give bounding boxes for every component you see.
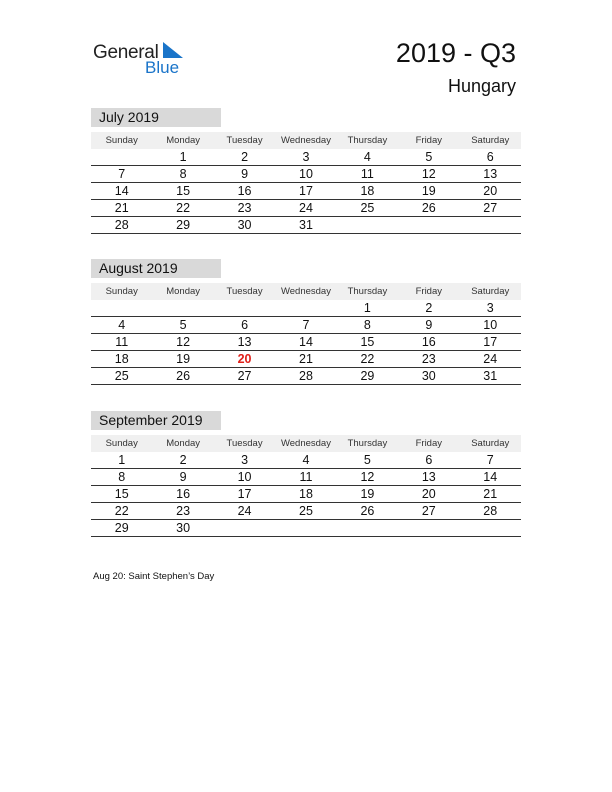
day-cell	[398, 217, 459, 233]
day-cell: 26	[421, 201, 436, 215]
day-cell: 26	[360, 504, 375, 518]
day-cell: 6	[486, 150, 494, 164]
weekday-header: Saturday	[471, 286, 510, 297]
week-row	[91, 469, 521, 486]
day-cell: 3	[486, 301, 494, 315]
day-cell: 29	[360, 369, 375, 383]
holiday-note: Aug 20: Saint Stephen’s Day	[93, 571, 215, 582]
day-cell	[460, 217, 521, 233]
day-cell	[337, 520, 398, 536]
day-cell: 16	[176, 487, 191, 501]
day-cell	[214, 520, 275, 536]
day-cell: 25	[114, 369, 129, 383]
day-cell: 4	[302, 453, 310, 467]
day-cell: 14	[299, 335, 313, 349]
country-name: Hungary	[447, 76, 516, 96]
day-cell: 18	[360, 184, 375, 198]
weekday-header: Friday	[415, 438, 443, 449]
day-cell: 1	[363, 301, 371, 315]
day-cell: 9	[241, 167, 249, 181]
day-cell: 12	[360, 470, 375, 484]
day-cell: 7	[486, 453, 494, 467]
day-cell: 13	[483, 167, 498, 181]
day-cell: 17	[483, 335, 498, 349]
weekday-header: Tuesday	[226, 438, 263, 449]
weekday-header: Saturday	[471, 135, 510, 146]
month-label: August 2019	[91, 259, 221, 278]
day-cell: 14	[483, 470, 498, 484]
week-row	[91, 503, 521, 520]
day-cell: 21	[483, 487, 498, 501]
day-cell: 15	[114, 487, 129, 501]
day-cell	[337, 217, 398, 233]
month-label: July 2019	[91, 108, 221, 127]
day-cell: 16	[421, 335, 436, 349]
week-row	[91, 486, 521, 503]
day-cell: 9	[425, 318, 433, 332]
day-cell: 13	[237, 335, 252, 349]
week-row	[91, 452, 521, 469]
week-row	[91, 317, 521, 334]
day-cell	[91, 300, 152, 316]
weekday-header: Thursday	[347, 286, 388, 297]
weekday-header: Saturday	[471, 438, 510, 449]
week-row	[91, 200, 521, 217]
day-cell: 13	[421, 470, 436, 484]
day-cell: 25	[360, 201, 375, 215]
month-block	[91, 411, 521, 537]
page-title: 2019 - Q3	[395, 38, 516, 68]
day-cell: 29	[176, 218, 191, 232]
day-cell: 3	[241, 453, 249, 467]
day-cell: 25	[299, 504, 313, 518]
day-cell: 4	[118, 318, 126, 332]
day-cell: 20	[483, 184, 498, 198]
day-cell: 22	[176, 201, 191, 215]
day-cell: 23	[176, 504, 191, 518]
day-cell: 20	[421, 487, 436, 501]
month-block	[91, 108, 521, 234]
weekday-header-row	[91, 132, 521, 149]
weekday-header-row	[91, 283, 521, 300]
day-cell: 21	[114, 201, 129, 215]
day-cell: 12	[421, 167, 436, 181]
weekday-header: Sunday	[105, 286, 138, 297]
weekday-header: Thursday	[347, 135, 388, 146]
day-cell: 6	[425, 453, 433, 467]
week-row	[91, 520, 521, 537]
day-cell: 22	[360, 352, 375, 366]
day-cell: 2	[241, 150, 249, 164]
day-cell: 22	[114, 504, 129, 518]
month-label: September 2019	[91, 411, 221, 430]
day-cell: 19	[421, 184, 436, 198]
day-cell: 1	[118, 453, 126, 467]
day-cell: 23	[421, 352, 436, 366]
weekday-header: Friday	[415, 135, 443, 146]
day-cell	[152, 300, 213, 316]
day-cell: 21	[299, 352, 313, 366]
day-cell: 1	[179, 150, 187, 164]
weekday-header: Monday	[166, 286, 201, 297]
day-cell: 14	[114, 184, 129, 198]
month-block	[91, 259, 521, 385]
week-row	[91, 166, 521, 183]
day-cell: 17	[237, 487, 252, 501]
day-cell: 30	[421, 369, 436, 383]
day-cell: 31	[483, 369, 498, 383]
day-cell: 18	[299, 487, 313, 501]
day-cell	[275, 520, 336, 536]
day-cell	[460, 520, 521, 536]
week-row	[91, 217, 521, 234]
day-cell: 8	[118, 470, 126, 484]
weekday-header: Monday	[166, 438, 201, 449]
day-cell: 24	[299, 201, 313, 215]
day-cell: 30	[176, 521, 191, 535]
week-row	[91, 368, 521, 385]
logo-blue-text: Blue	[145, 58, 180, 77]
day-cell: 24	[237, 504, 252, 518]
generalblue-logo	[93, 40, 193, 80]
weekday-header: Sunday	[105, 135, 138, 146]
day-cell: 23	[237, 201, 252, 215]
day-cell: 5	[179, 318, 187, 332]
day-cell: 12	[176, 335, 191, 349]
day-cell: 27	[483, 201, 498, 215]
weekday-header: Thursday	[347, 438, 388, 449]
day-cell: 5	[425, 150, 433, 164]
day-cell: 10	[483, 318, 498, 332]
day-cell: 2	[179, 453, 187, 467]
day-cell: 26	[176, 369, 191, 383]
day-cell: 7	[302, 318, 310, 332]
day-cell: 18	[114, 352, 129, 366]
week-row	[91, 334, 521, 351]
logo-triangle-icon	[163, 42, 183, 58]
day-cell: 16	[237, 184, 252, 198]
weekday-header: Monday	[166, 135, 201, 146]
day-cell	[398, 520, 459, 536]
day-cell: 15	[360, 335, 375, 349]
day-cell: 15	[176, 184, 191, 198]
day-cell: 17	[299, 184, 313, 198]
day-cell: 11	[360, 167, 374, 181]
day-cell: 24	[483, 352, 498, 366]
day-cell: 9	[179, 470, 187, 484]
day-cell: 31	[299, 218, 313, 232]
day-cell	[275, 300, 336, 316]
day-cell: 30	[237, 218, 252, 232]
day-cell: 10	[237, 470, 252, 484]
weekday-header: Tuesday	[226, 135, 263, 146]
day-cell: 8	[179, 167, 187, 181]
weekday-header: Tuesday	[226, 286, 263, 297]
day-cell: 6	[241, 318, 249, 332]
day-cell: 19	[176, 352, 191, 366]
day-cell: 5	[363, 453, 371, 467]
day-cell: 29	[114, 521, 129, 535]
holiday-day-cell: 20	[237, 352, 252, 366]
day-cell: 4	[363, 150, 371, 164]
day-cell: 3	[302, 150, 310, 164]
weekday-header: Friday	[415, 286, 443, 297]
weekday-header-row	[91, 435, 521, 452]
day-cell: 28	[299, 369, 313, 383]
week-row	[91, 149, 521, 166]
day-cell	[91, 149, 152, 165]
day-cell	[214, 300, 275, 316]
logo-general-text: General	[93, 42, 159, 63]
day-cell: 28	[483, 504, 498, 518]
day-cell: 11	[299, 470, 313, 484]
day-cell: 10	[299, 167, 313, 181]
day-cell: 19	[360, 487, 375, 501]
day-cell: 27	[237, 369, 252, 383]
week-row	[91, 351, 521, 368]
weekday-header: Sunday	[105, 438, 138, 449]
weekday-header: Wednesday	[280, 135, 331, 146]
day-cell: 7	[118, 167, 126, 181]
week-row	[91, 183, 521, 200]
day-cell: 11	[115, 335, 129, 349]
week-row	[91, 300, 521, 317]
day-cell: 8	[363, 318, 371, 332]
day-cell: 27	[421, 504, 436, 518]
day-cell: 2	[425, 301, 433, 315]
day-cell: 28	[114, 218, 129, 232]
weekday-header: Wednesday	[280, 438, 331, 449]
weekday-header: Wednesday	[280, 286, 331, 297]
